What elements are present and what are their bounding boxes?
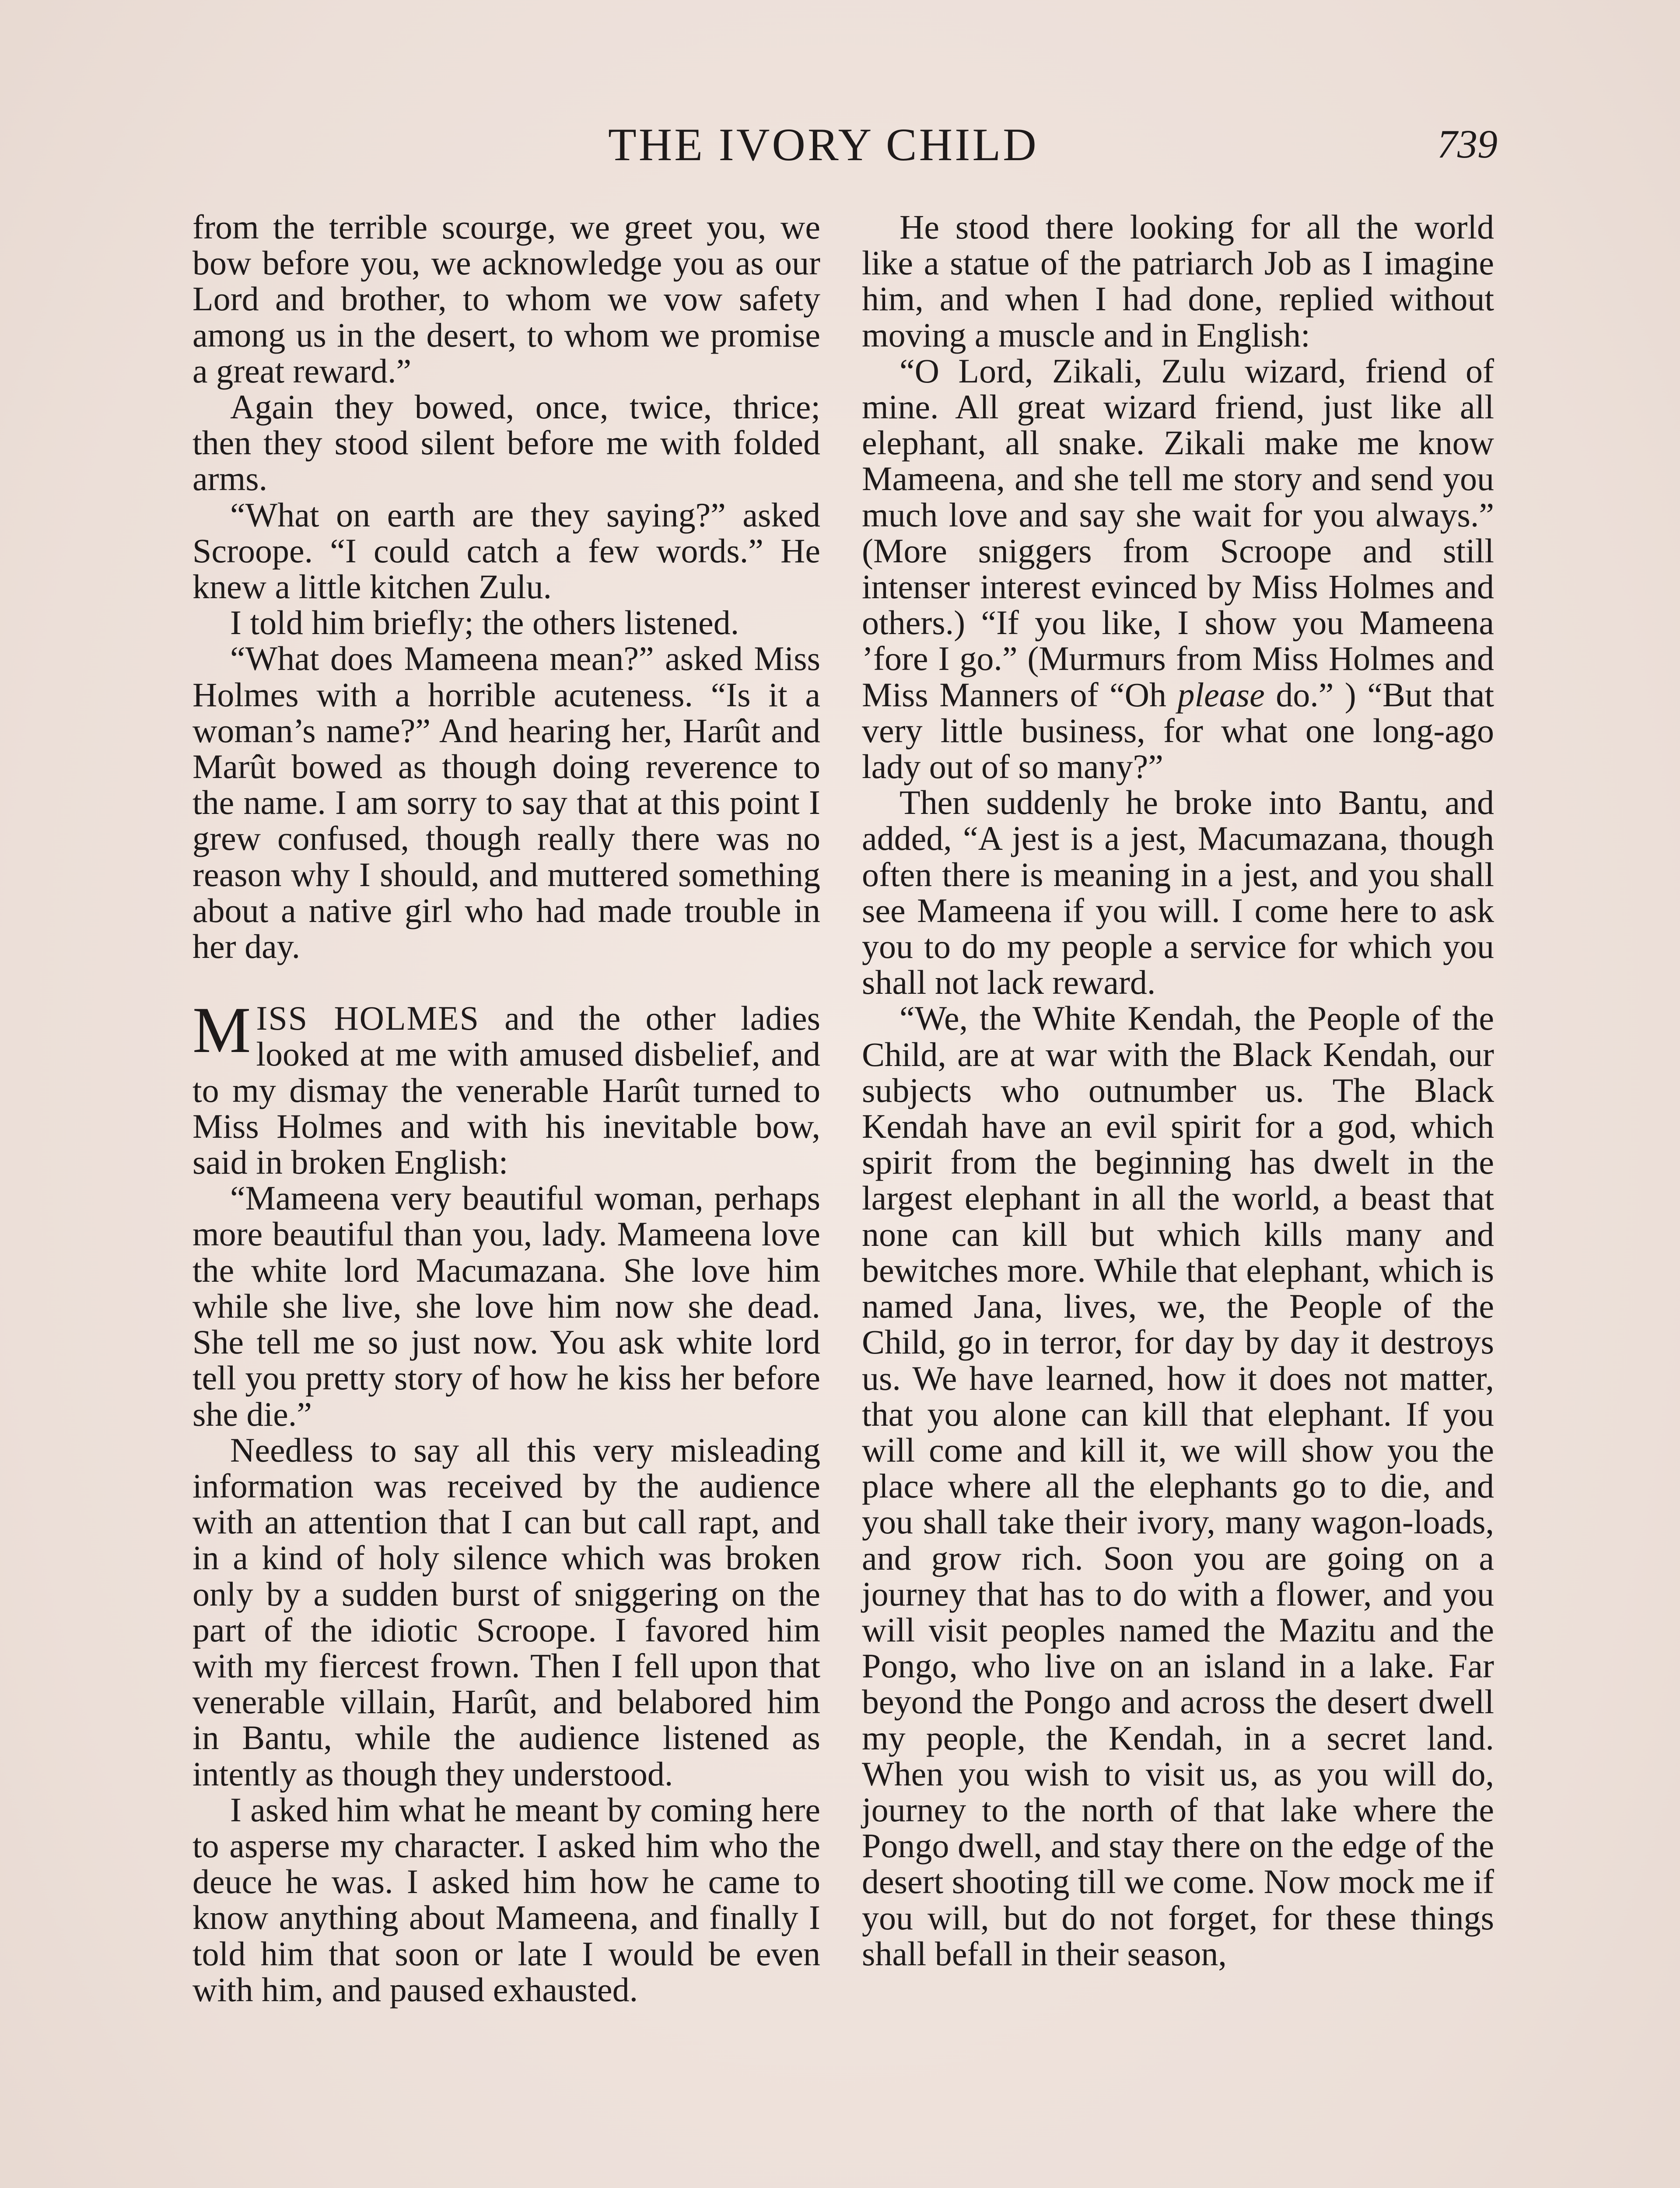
paragraph: “We, the White Kendah, the People of the Child, are at war with the Black Kendah, our subjects who outnumber us. The Black Kendah have an evil spirit for a god, which spirit from the beginning has dwelt in the largest elephant in all the world, a beast that none can kill but which kills many and bewitches more. While that elephant, which is named Jana, lives, we, the People of the Child, go in terror, for day by day it destroys us. We have learned, how it does not matter, that you alone can kill that elephant. If you will come and kill it, we will show you the place where all the elephants go to die, and you shall take their ivory, many wagon-loads, and grow rich. Soon you are going on a journey that has to do with a flower, and you will visit peoples named the Mazitu and the Pongo, who live on an island in a lake. Far beyond the Pongo and across the desert dwell my people, the Kendah, in a secret land. When you wish to visit us, as you will do, journey to the north of that lake where the Pongo dwell, and stay there on the edge of the desert shooting till we come. Now mock me if you will, but do not forget, for these things shall befall in their season,	[862, 999, 1494, 1973]
emphasis-text: please	[1177, 675, 1265, 714]
paragraph: I asked him what he meant by coming here to asperse my character. I asked him who the deuce he was. I asked him how he came to know anything about Mameena, and finally I told him that soon or late I would be even with him, and paused exhausted.	[192, 1790, 820, 2009]
running-title: THE IVORY CHILD	[608, 119, 1039, 170]
paragraph-text: do.” ) “But that very little business, for what one long-ago lady out of so many?”	[862, 675, 1494, 786]
paragraph: Again they bowed, once, twice, thrice; then they stood silent before me with folded arms.	[192, 388, 820, 498]
drop-cap: M	[192, 994, 251, 1067]
paragraph: He stood there looking for all the world like a statue of the patriarch Job as I imagine him, and when I had done, replied without moving a muscle and in English:	[862, 208, 1494, 354]
right-column	[862, 209, 1494, 1972]
paragraph-text: “O Lord, Zikali, Zulu wizard, friend of mine. All great wizard friend, just like all elephant, all snake. Zikali make me know Mameena, and she tell me story and send you much love and say she wait for you always.” (More sniggers from Scroope and still intenser interest evinced by Miss Holmes and others.) “If you like, I show you Mameena ’fore I go.” (Murmurs from Miss Holmes and Miss Manners of “Oh	[862, 351, 1494, 714]
paragraph: “What on earth are they saying?” asked Scroope. “I could catch a few words.” He knew a little kitchen Zulu.	[192, 495, 820, 606]
paragraph: from the terrible scourge, we greet you, we bow before you, we acknowledge you as our Lord and brother, to whom we vow safety among us in the desert, to whom we promise a great reward.”	[192, 208, 820, 390]
paragraph: Then suddenly he broke into Bantu, and added, “A jest is a jest, Macumazana, though often there is meaning in a jest, and you shall see Mameena if you will. I come here to ask you to do my people a service for which you shall not lack reward.	[862, 783, 1494, 1002]
paragraph-text: and the other ladies looked at me with amused disbelief, and to my dismay the venerable Harût turned to Miss Holmes and with his inevitable bow, said in broken English:	[192, 999, 820, 1182]
paragraph: I told him briefly; the others listened.	[230, 603, 739, 642]
section-opening-paragraph	[192, 994, 820, 1182]
paragraph: “What does Mameena mean?” asked Miss Holmes with a horrible acuteness. “Is it a woman’s name?” And hearing her, Harût and Marût bowed as though doing reverence to the name. I am sorry to say that at this point I grew confused, though really there was no reason why I should, and muttered something about a native girl who had made trouble in her day.	[192, 639, 820, 966]
paragraph	[862, 353, 1494, 785]
paragraph: “Mameena very beautiful woman, perhaps more beautiful than you, lady. Mameena love the white lord Macumazana. She love him while she live, she love him now she dead. She tell me so just now. You ask white lord tell you pretty story of how he kiss her before she die.”	[192, 1179, 820, 1433]
page-number: 739	[1437, 122, 1498, 166]
left-column	[192, 209, 820, 2008]
section-break	[192, 964, 820, 1000]
paragraph: Needless to say all this very misleading information was received by the audience with an attention that I can but call rapt, and in a kind of holy silence which was broken only by a sudden burst of sniggering on the part of the idiotic Scroope. I favored him with my fiercest frown. Then I fell upon that venerable villain, Harût, and belabored him in Bantu, while the audience listened as intently as though they understood.	[192, 1431, 820, 1793]
opening-small-caps: ISS HOLMES	[256, 999, 480, 1038]
